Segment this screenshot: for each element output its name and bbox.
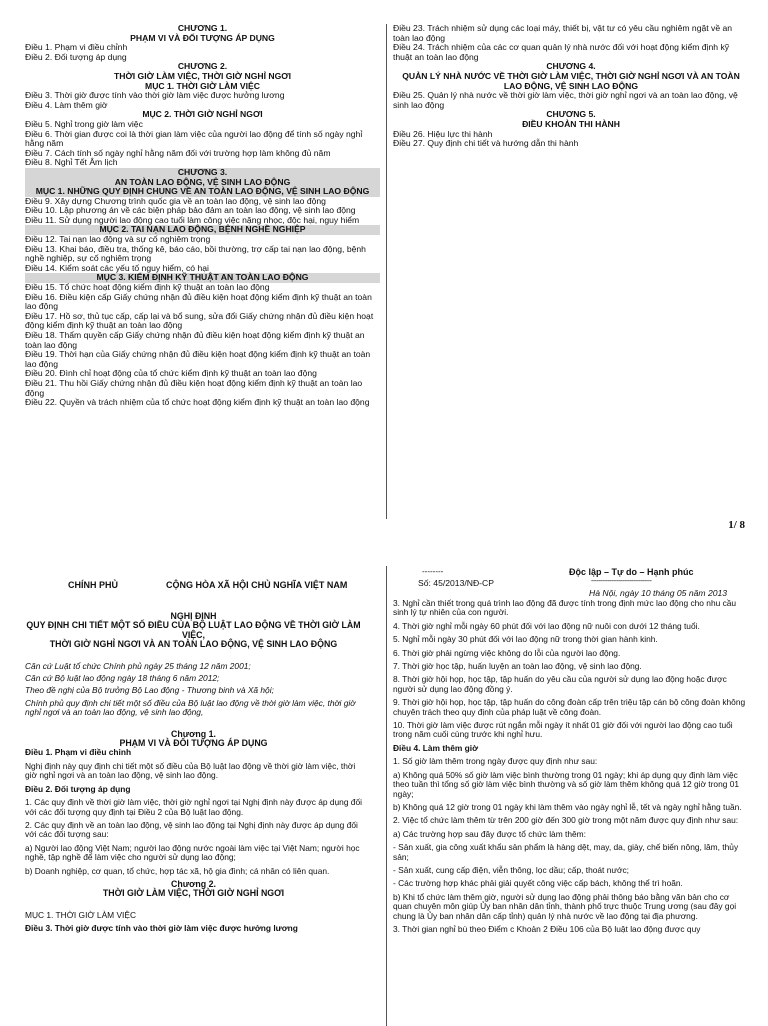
toc-line-left-0: CHƯƠNG 1.: [177, 23, 228, 33]
decree-line-right-13: a) Các trường hợp sau đây được tổ chức làm thêm:: [393, 828, 586, 839]
toc-line-left-2: Điều 1. Phạm vi điều chỉnh: [25, 42, 128, 53]
toc-line-right-2: CHƯƠNG 4.: [546, 61, 596, 72]
toc-line-left-5: THỜI GIỜ LÀM VIỆC, THỜI GIỜ NGHỈ NGƠI: [113, 70, 292, 81]
decree-line-left-17: THỜI GIỜ LÀM VIỆC, THỜI GIỜ NGHỈ NGƠI: [102, 888, 285, 899]
decree-line-right-15: - Sản xuất, cung cấp điện, viễn thông, lọc dầu; cấp, thoát nước;: [393, 864, 629, 875]
toc-line-left-21: Điều 12. Tai nạn lao động và sự cố nghiêm trọng: [25, 234, 211, 245]
toc-line-left-25: Điều 15. Tổ chức hoạt động kiểm định kỹ thuật an toàn lao động: [25, 282, 270, 293]
toc-line-left-15: AN TOÀN LAO ĐỘNG, VỆ SINH LAO ĐỘNG: [25, 178, 380, 188]
toc-line-right-1: Điều 24. Trách nhiệm của các cơ quan quản lý nhà nước đối với hoạt động kiểm định kỹ thuật an toàn lao động: [393, 42, 730, 62]
decree-line-right-4: 7. Thời giờ học tập, huấn luyện an toàn lao động, vệ sinh lao động.: [393, 661, 642, 672]
decree-line-left-7: Chương 1.: [171, 728, 216, 739]
toc-line-left-23: Điều 14. Kiểm soát các yếu tố nguy hiểm, có hại: [25, 262, 209, 273]
decree-date: Hà Nội, ngày 10 tháng 05 năm 2013: [589, 588, 728, 598]
decree-line-left-3: Căn cứ Luật tổ chức Chính phủ ngày 25 tháng 12 năm 2001;: [25, 660, 251, 671]
toc-line-left-14: CHƯƠNG 3.: [25, 168, 380, 178]
toc-line-right-4: Điều 25. Quản lý nhà nước về thời giờ làm việc, thời giờ nghỉ ngơi và an toàn lao động, vệ sinh lao động: [393, 90, 738, 110]
toc-line-left-22: Điều 13. Khai báo, điều tra, thống kê, báo cáo, bồi thường, trợ cấp tai nạn lao động, bệnh nghề nghiệp, sự cố nghiêm trọng: [25, 243, 366, 264]
toc-line-right-0: Điều 23. Trách nhiệm sử dụng các loại máy, thiết bị, vật tư có yêu cầu nghiêm ngặt về an toàn lao động: [393, 23, 733, 43]
toc-line-left-7: Điều 3. Thời giờ được tính vào thời giờ làm việc được hưởng lương: [25, 90, 285, 101]
toc-line-left-10: Điều 5. Nghỉ trong giờ làm việc: [25, 118, 143, 129]
toc-line-left-17: Điều 9. Xây dựng Chương trình quốc gia về an toàn lao động, vệ sinh lao động: [25, 195, 326, 206]
decree-line-left-2: THỜI GIỜ NGHỈ NGƠI VÀ AN TOÀN LAO ĐỘNG, VỆ SINH LAO ĐỘNG: [49, 639, 338, 650]
government-name: CHÍNH PHỦ: [68, 580, 119, 590]
toc-line-left-16: MỤC 1. NHỮNG QUY ĐỊNH CHUNG VỀ AN TOÀN LAO ĐỘNG, VỆ SINH LAO ĐỘNG: [25, 187, 380, 197]
decree-line-right-17: b) Khi tổ chức làm thêm giờ, người sử dụng lao động phải thông báo bằng văn bản cho cơ quan chuyên môn giúp Ủy ban nhân dân tỉnh, thành phố trực thuộc Trung ương (sau đây gọi chung là Ủy ban nhân dân cấp tỉnh) quản lý nhà nước về lao động tại địa phương.: [393, 891, 737, 921]
toc-line-left-8: Điều 4. Làm thêm giờ: [25, 99, 108, 110]
decree-line-right-5: 8. Thời giờ hội họp, học tập, tập huấn do yêu cầu của người sử dụng lao động hoặc được người sử dụng lao động đồng ý.: [393, 674, 727, 694]
decree-line-left-4: Căn cứ Bộ luật lao động ngày 18 tháng 6 năm 2012;: [25, 673, 220, 684]
decree-line-left-16: Chương 2.: [171, 878, 216, 889]
decree-line-right-12: 2. Việc tổ chức làm thêm từ trên 200 giờ đến 300 giờ trong một năm được quy định như sau:: [393, 815, 739, 826]
decree-line-right-10: a) Không quá 50% số giờ làm việc bình thường trong 01 ngày; khi áp dụng quy định làm việc theo tuần thì tổng số giờ làm việc bình thường và số giờ làm thêm không quá 12 giờ trong 01 ngày;: [393, 769, 740, 799]
decree-line-right-1: 4. Thời giờ nghỉ mỗi ngày 60 phút đối với lao động nữ nuôi con dưới 12 tháng tuổi.: [393, 620, 700, 631]
decree-line-left-0: NGHỊ ĐỊNH: [170, 611, 217, 621]
toc-line-left-24: MỤC 3. KIỂM ĐỊNH KỸ THUẬT AN TOÀN LAO ĐỘNG: [25, 273, 380, 283]
decree-line-left-5: Theo đề nghị của Bộ trưởng Bộ Lao động - Thương binh và Xã hội;: [25, 685, 274, 696]
decree-line-left-9: Điều 1. Phạm vi điều chỉnh: [25, 747, 132, 758]
decree-line-left-14: a) Người lao động Việt Nam; người lao động nước ngoài làm việc tại Việt Nam; người học nghề, tập nghề để làm việc cho người sử dụng lao động;: [25, 842, 360, 863]
toc-line-left-3: Điều 2. Đối tượng áp dụng: [25, 51, 127, 62]
toc-line-left-32: Điều 22. Quyền và trách nhiệm của tổ chức hoạt động kiểm định kỹ thuật an toàn lao động: [25, 397, 370, 408]
toc-line-left-12: Điều 7. Cách tính số ngày nghỉ hằng năm đối với trường hợp làm không đủ năm: [25, 147, 331, 158]
decree-line-right-18: 3. Thời gian nghỉ bù theo Điểm c Khoản 2 Điều 106 của Bộ luật lao động được quy: [393, 923, 701, 934]
toc-line-left-19: Điều 11. Sử dụng người lao động cao tuổi làm công việc nặng nhọc, độc hại, nguy hiểm: [25, 214, 360, 225]
toc-line-left-6: MỤC 1. THỜI GIỜ LÀM VIỆC: [145, 80, 260, 91]
decree-line-right-11: b) Không quá 12 giờ trong 01 ngày khi làm thêm vào ngày nghỉ lễ, tết và ngày nghỉ hằng tuần.: [393, 801, 742, 812]
decree-number: Số: 45/2013/NĐ-CP: [418, 578, 494, 588]
republic-name: CỘNG HÒA XÃ HỘI CHỦ NGHĨA VIỆT NAM: [166, 580, 348, 590]
decree-line-right-6: 9. Thời giờ hội họp, học tập, tập huấn do công đoàn cấp trên triệu tập cán bộ công đoàn không chuyên trách theo quy định của pháp luật về công đoàn.: [393, 697, 746, 717]
toc-line-left-26: Điều 16. Điều kiện cấp Giấy chứng nhận đủ điều kiện hoạt động kiểm định kỹ thuật an toàn lao động: [25, 291, 372, 312]
page2-column-divider: [386, 566, 387, 1026]
toc-line-left-29: Điều 19. Thời hạn của Giấy chứng nhận đủ điều kiện hoạt động kiểm định kỹ thuật an toàn lao động: [25, 349, 371, 369]
decree-line-left-10: Nghị định này quy định chi tiết một số điều của Bộ luật lao động về thời giờ làm việc, thời giờ nghỉ ngơi và an toàn lao động, vệ sinh lao động.: [25, 760, 356, 781]
toc-line-left-4: CHƯƠNG 2.: [177, 61, 228, 72]
decree-line-right-8: Điều 4. Làm thêm giờ: [393, 742, 479, 753]
decree-line-left-13: 2. Các quy định về an toàn lao động, vệ sinh lao động tại Nghị định này được áp dụng đối với các đối tượng sau:: [25, 819, 358, 840]
toc-line-left-30: Điều 20. Đình chỉ hoạt động của tổ chức kiểm định kỹ thuật an toàn lao động: [25, 368, 317, 379]
decree-line-left-8: PHẠM VI VÀ ĐỐI TƯỢNG ÁP DỤNG: [119, 738, 268, 749]
national-motto: Độc lập – Tự do – Hạnh phúc: [569, 567, 694, 577]
toc-line-left-20: MỤC 2. TAI NẠN LAO ĐỘNG, BỆNH NGHỀ NGHIỆP: [25, 225, 380, 235]
page-number: 1/ 8: [728, 519, 745, 531]
page1-toc-right-column: [393, 24, 749, 149]
toc-line-left-31: Điều 21. Thu hồi Giấy chứng nhận đủ điều kiện hoạt động kiểm định kỹ thuật an toàn lao động: [25, 377, 363, 398]
toc-line-left-27: Điều 17. Hồ sơ, thủ tục cấp, cấp lại và bổ sung, sửa đổi Giấy chứng nhận đủ điều kiện hoạt động kiểm định kỹ thuật an toàn lao động: [25, 310, 374, 331]
decree-line-left-6: Chính phủ quy định chi tiết một số điều của Bộ luật lao động về thời giờ làm việc, thời giờ nghỉ ngơi và an toàn lao động, vệ sinh lao động,: [25, 697, 356, 718]
decree-line-left-15: b) Doanh nghiệp, cơ quan, tổ chức, hợp tác xã, hộ gia đình; cá nhân có liên quan.: [25, 865, 330, 876]
toc-line-right-7: Điều 26. Hiệu lực thi hành: [393, 128, 493, 139]
decree-line-left-1: QUY ĐỊNH CHI TIẾT MỘT SỐ ĐIỀU CỦA BỘ LUẬT LAO ĐỘNG VỀ THỜI GIỜ LÀM VIỆC,: [26, 620, 361, 640]
toc-line-left-9: MỤC 2. THỜI GIỜ NGHỈ NGƠI: [142, 109, 263, 120]
toc-line-left-1: PHẠM VI VÀ ĐỐI TƯỢNG ÁP DỤNG: [130, 32, 275, 43]
decree-line-right-0: 3. Nghỉ cần thiết trong quá trình lao động đã được tính trong định mức lao động cho nhu cầu sinh lý tự nhiên của con người.: [393, 598, 737, 618]
toc-line-right-3: QUẢN LÝ NHÀ NƯỚC VỀ THỜI GIỜ LÀM VIỆC, THỜI GIỜ NGHỈ NGƠI VÀ AN TOÀN LAO ĐỘNG, VỆ SINH LAO ĐỘNG: [402, 70, 740, 91]
decree-line-right-16: - Các trường hợp khác phải giải quyết công việc cấp bách, không thể trì hoãn.: [393, 878, 683, 889]
decree-line-left-18: MỤC 1. THỜI GIỜ LÀM VIỆC: [25, 909, 137, 920]
page2-decree-left-column: [25, 612, 362, 938]
toc-line-left-18: Điều 10. Lập phương án về các biện pháp bảo đảm an toàn lao động, vệ sinh lao động: [25, 205, 356, 216]
toc-line-left-11: Điều 6. Thời gian được coi là thời gian làm việc của người lao động để tính số ngày nghỉ hằng năm: [25, 128, 363, 149]
page1-toc-left-column: [25, 24, 380, 408]
motto-rule: ---------------------------------: [591, 578, 652, 585]
decree-line-right-2: 5. Nghỉ mỗi ngày 30 phút đối với lao động nữ trong thời gian hành kinh.: [393, 634, 658, 645]
page2-decree-right-column: [393, 599, 748, 938]
header-dashes: --------: [422, 567, 444, 576]
toc-line-right-6: ĐIỀU KHOẢN THI HÀNH: [522, 118, 620, 129]
decree-line-left-12: 1. Các quy định về thời giờ làm việc, thời giờ nghỉ ngơi tại Nghị định này được áp dụng đối với các đối tượng quy định tại Điều 2 của Bộ luật lao động.: [25, 797, 362, 817]
toc-line-left-28: Điều 18. Thẩm quyền cấp Giấy chứng nhận đủ điều kiện hoạt động kiểm định kỹ thuật an toàn lao động: [25, 330, 365, 350]
decree-line-left-11: Điều 2. Đối tượng áp dụng: [25, 783, 131, 794]
toc-line-right-5: CHƯƠNG 5.: [546, 109, 596, 120]
decree-line-right-7: 10. Thời giờ làm việc được rút ngắn mỗi ngày ít nhất 01 giờ đối với người lao động cao tuổi trong năm cuối cùng trước khi nghỉ hưu.: [393, 720, 733, 740]
page1-column-divider: [386, 24, 387, 519]
decree-line-left-19: Điều 3. Thời giờ được tính vào thời giờ làm việc được hưởng lương: [25, 923, 298, 934]
decree-line-right-3: 6. Thời giờ phải ngừng việc không do lỗi của người lao động.: [393, 647, 621, 658]
decree-line-right-9: 1. Số giờ làm thêm trong ngày được quy định như sau:: [393, 756, 598, 767]
toc-line-left-13: Điều 8. Nghỉ Tết Âm lịch: [25, 157, 118, 168]
decree-line-right-14: - Sản xuất, gia công xuất khẩu sản phẩm là hàng dệt, may, da, giày, chế biến nông, lâm, thủy sản;: [393, 842, 739, 862]
toc-line-right-8: Điều 27. Quy định chi tiết và hướng dẫn thi hành: [393, 138, 579, 149]
